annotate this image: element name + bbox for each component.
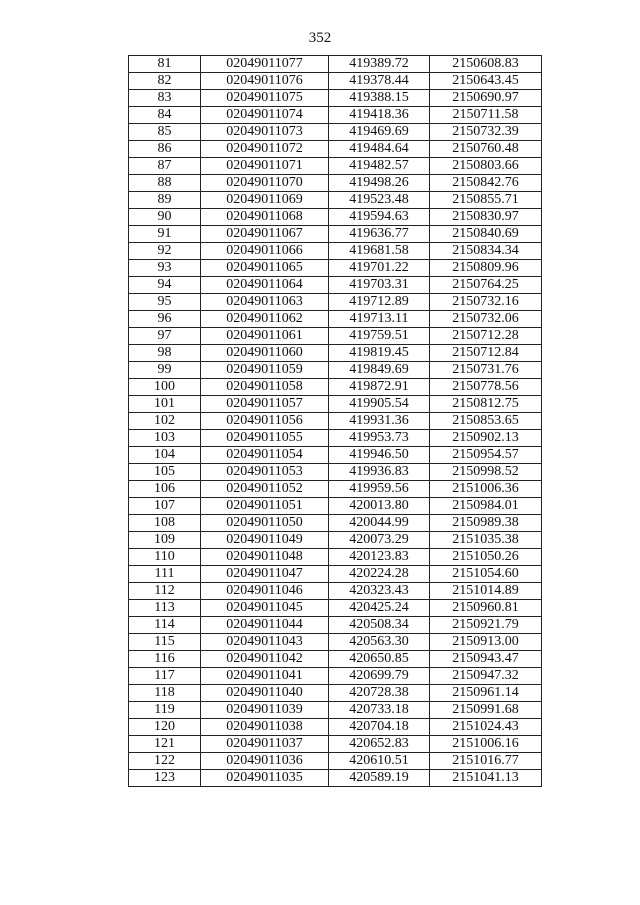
row-number-cell: 116 [129,651,201,668]
row-number-cell: 87 [129,158,201,175]
y-coordinate-cell: 2150853.65 [430,413,542,430]
x-coordinate-cell: 419931.36 [329,413,430,430]
row-number-cell: 100 [129,379,201,396]
x-coordinate-cell: 419484.64 [329,141,430,158]
x-coordinate-cell: 419418.36 [329,107,430,124]
table-row [129,549,542,566]
row-number-cell: 91 [129,226,201,243]
y-coordinate-cell: 2150834.34 [430,243,542,260]
table-row [129,192,542,209]
row-number-cell: 121 [129,736,201,753]
x-coordinate-cell: 420563.30 [329,634,430,651]
y-coordinate-cell: 2150732.16 [430,294,542,311]
x-coordinate-cell: 419388.15 [329,90,430,107]
point-id-cell: 02049011045 [201,600,329,617]
y-coordinate-cell: 2150840.69 [430,226,542,243]
row-number-cell: 99 [129,362,201,379]
point-id-cell: 02049011039 [201,702,329,719]
y-coordinate-cell: 2150711.58 [430,107,542,124]
y-coordinate-cell: 2150712.84 [430,345,542,362]
row-number-cell: 98 [129,345,201,362]
table-row [129,685,542,702]
point-id-cell: 02049011062 [201,311,329,328]
y-coordinate-cell: 2151035.38 [430,532,542,549]
y-coordinate-cell: 2150991.68 [430,702,542,719]
table-row [129,668,542,685]
row-number-cell: 102 [129,413,201,430]
x-coordinate-cell: 419681.58 [329,243,430,260]
y-coordinate-cell: 2150690.97 [430,90,542,107]
table-row [129,481,542,498]
table-row [129,583,542,600]
x-coordinate-cell: 420073.29 [329,532,430,549]
x-coordinate-cell: 419959.56 [329,481,430,498]
page-number: 352 [308,30,332,46]
x-coordinate-cell: 419482.57 [329,158,430,175]
row-number-cell: 105 [129,464,201,481]
y-coordinate-cell: 2151024.43 [430,719,542,736]
point-id-cell: 02049011037 [201,736,329,753]
x-coordinate-cell: 420733.18 [329,702,430,719]
y-coordinate-cell: 2151006.16 [430,736,542,753]
y-coordinate-cell: 2151006.36 [430,481,542,498]
point-id-cell: 02049011075 [201,90,329,107]
row-number-cell: 123 [129,770,201,787]
x-coordinate-cell: 419713.11 [329,311,430,328]
y-coordinate-cell: 2150643.45 [430,73,542,90]
x-coordinate-cell: 420013.80 [329,498,430,515]
point-id-cell: 02049011040 [201,685,329,702]
y-coordinate-cell: 2150731.76 [430,362,542,379]
table-row [129,770,542,787]
table-row [129,311,542,328]
x-coordinate-cell: 419819.45 [329,345,430,362]
row-number-cell: 119 [129,702,201,719]
row-number-cell: 86 [129,141,201,158]
row-number-cell: 88 [129,175,201,192]
x-coordinate-cell: 420323.43 [329,583,430,600]
table-row [129,328,542,345]
x-coordinate-cell: 419953.73 [329,430,430,447]
y-coordinate-cell: 2150998.52 [430,464,542,481]
y-coordinate-cell: 2150921.79 [430,617,542,634]
table-row [129,362,542,379]
row-number-cell: 114 [129,617,201,634]
y-coordinate-cell: 2150855.71 [430,192,542,209]
y-coordinate-cell: 2150712.28 [430,328,542,345]
table-row [129,209,542,226]
table-row [129,532,542,549]
table-row [129,447,542,464]
table-row [129,719,542,736]
table-row [129,396,542,413]
row-number-cell: 104 [129,447,201,464]
table-row [129,107,542,124]
row-number-cell: 108 [129,515,201,532]
y-coordinate-cell: 2151050.26 [430,549,542,566]
row-number-cell: 115 [129,634,201,651]
x-coordinate-cell: 419636.77 [329,226,430,243]
row-number-cell: 110 [129,549,201,566]
point-id-cell: 02049011049 [201,532,329,549]
row-number-cell: 90 [129,209,201,226]
y-coordinate-cell: 2150902.13 [430,430,542,447]
point-id-cell: 02049011076 [201,73,329,90]
row-number-cell: 111 [129,566,201,583]
table-row [129,294,542,311]
y-coordinate-cell: 2150809.96 [430,260,542,277]
point-id-cell: 02049011071 [201,158,329,175]
x-coordinate-cell: 419378.44 [329,73,430,90]
row-number-cell: 120 [129,719,201,736]
y-coordinate-cell: 2150764.25 [430,277,542,294]
table-body [129,56,542,787]
x-coordinate-cell: 420650.85 [329,651,430,668]
y-coordinate-cell: 2150913.00 [430,634,542,651]
x-coordinate-cell: 419469.69 [329,124,430,141]
table-row [129,498,542,515]
point-id-cell: 02049011054 [201,447,329,464]
x-coordinate-cell: 420123.83 [329,549,430,566]
x-coordinate-cell: 419872.91 [329,379,430,396]
row-number-cell: 85 [129,124,201,141]
x-coordinate-cell: 420044.99 [329,515,430,532]
point-id-cell: 02049011067 [201,226,329,243]
row-number-cell: 89 [129,192,201,209]
x-coordinate-cell: 420699.79 [329,668,430,685]
point-id-cell: 02049011050 [201,515,329,532]
point-id-cell: 02049011058 [201,379,329,396]
y-coordinate-cell: 2150608.83 [430,56,542,73]
x-coordinate-cell: 419703.31 [329,277,430,294]
x-coordinate-cell: 420508.34 [329,617,430,634]
y-coordinate-cell: 2150984.01 [430,498,542,515]
table-row [129,736,542,753]
point-id-cell: 02049011041 [201,668,329,685]
x-coordinate-cell: 419849.69 [329,362,430,379]
x-coordinate-cell: 419946.50 [329,447,430,464]
y-coordinate-cell: 2150812.75 [430,396,542,413]
row-number-cell: 113 [129,600,201,617]
y-coordinate-cell: 2150842.76 [430,175,542,192]
row-number-cell: 97 [129,328,201,345]
y-coordinate-cell: 2150954.57 [430,447,542,464]
table-row [129,73,542,90]
row-number-cell: 117 [129,668,201,685]
table-row [129,753,542,770]
x-coordinate-cell: 420589.19 [329,770,430,787]
table-row [129,430,542,447]
table-row [129,226,542,243]
row-number-cell: 107 [129,498,201,515]
point-id-cell: 02049011069 [201,192,329,209]
point-id-cell: 02049011048 [201,549,329,566]
point-id-cell: 02049011068 [201,209,329,226]
x-coordinate-cell: 419498.26 [329,175,430,192]
point-id-cell: 02049011038 [201,719,329,736]
row-number-cell: 81 [129,56,201,73]
table-row [129,413,542,430]
table-row [129,90,542,107]
point-id-cell: 02049011073 [201,124,329,141]
point-id-cell: 02049011063 [201,294,329,311]
row-number-cell: 103 [129,430,201,447]
y-coordinate-cell: 2150803.66 [430,158,542,175]
x-coordinate-cell: 420224.28 [329,566,430,583]
table-row [129,260,542,277]
row-number-cell: 118 [129,685,201,702]
y-coordinate-cell: 2151054.60 [430,566,542,583]
x-coordinate-cell: 420652.83 [329,736,430,753]
point-id-cell: 02049011061 [201,328,329,345]
table-row [129,124,542,141]
point-id-cell: 02049011055 [201,430,329,447]
point-id-cell: 02049011056 [201,413,329,430]
y-coordinate-cell: 2150989.38 [430,515,542,532]
x-coordinate-cell: 419701.22 [329,260,430,277]
table-row [129,345,542,362]
x-coordinate-cell: 419759.51 [329,328,430,345]
x-coordinate-cell: 420610.51 [329,753,430,770]
y-coordinate-cell: 2150961.14 [430,685,542,702]
table-row [129,158,542,175]
row-number-cell: 112 [129,583,201,600]
point-id-cell: 02049011065 [201,260,329,277]
coordinates-table [128,55,542,787]
row-number-cell: 93 [129,260,201,277]
y-coordinate-cell: 2150943.47 [430,651,542,668]
point-id-cell: 02049011060 [201,345,329,362]
x-coordinate-cell: 419523.48 [329,192,430,209]
y-coordinate-cell: 2150778.56 [430,379,542,396]
x-coordinate-cell: 420704.18 [329,719,430,736]
table-row [129,379,542,396]
point-id-cell: 02049011057 [201,396,329,413]
point-id-cell: 02049011074 [201,107,329,124]
point-id-cell: 02049011047 [201,566,329,583]
y-coordinate-cell: 2151014.89 [430,583,542,600]
y-coordinate-cell: 2150947.32 [430,668,542,685]
point-id-cell: 02049011064 [201,277,329,294]
point-id-cell: 02049011044 [201,617,329,634]
x-coordinate-cell: 419936.83 [329,464,430,481]
table-row [129,243,542,260]
row-number-cell: 101 [129,396,201,413]
y-coordinate-cell: 2151016.77 [430,753,542,770]
table-row [129,56,542,73]
table-row [129,600,542,617]
row-number-cell: 122 [129,753,201,770]
x-coordinate-cell: 419594.63 [329,209,430,226]
point-id-cell: 02049011051 [201,498,329,515]
x-coordinate-cell: 419389.72 [329,56,430,73]
row-number-cell: 92 [129,243,201,260]
point-id-cell: 02049011046 [201,583,329,600]
row-number-cell: 83 [129,90,201,107]
point-id-cell: 02049011052 [201,481,329,498]
point-id-cell: 02049011053 [201,464,329,481]
point-id-cell: 02049011070 [201,175,329,192]
point-id-cell: 02049011066 [201,243,329,260]
point-id-cell: 02049011059 [201,362,329,379]
point-id-cell: 02049011036 [201,753,329,770]
row-number-cell: 109 [129,532,201,549]
table-row [129,277,542,294]
y-coordinate-cell: 2150760.48 [430,141,542,158]
row-number-cell: 94 [129,277,201,294]
table-row [129,464,542,481]
y-coordinate-cell: 2150830.97 [430,209,542,226]
y-coordinate-cell: 2150960.81 [430,600,542,617]
point-id-cell: 02049011072 [201,141,329,158]
y-coordinate-cell: 2151041.13 [430,770,542,787]
table-row [129,141,542,158]
row-number-cell: 82 [129,73,201,90]
point-id-cell: 02049011042 [201,651,329,668]
table-row [129,617,542,634]
y-coordinate-cell: 2150732.39 [430,124,542,141]
x-coordinate-cell: 419712.89 [329,294,430,311]
x-coordinate-cell: 419905.54 [329,396,430,413]
row-number-cell: 84 [129,107,201,124]
table-row [129,702,542,719]
table-row [129,651,542,668]
x-coordinate-cell: 420728.38 [329,685,430,702]
row-number-cell: 95 [129,294,201,311]
row-number-cell: 96 [129,311,201,328]
table-row [129,566,542,583]
table-row [129,515,542,532]
row-number-cell: 106 [129,481,201,498]
point-id-cell: 02049011043 [201,634,329,651]
x-coordinate-cell: 420425.24 [329,600,430,617]
point-id-cell: 02049011077 [201,56,329,73]
y-coordinate-cell: 2150732.06 [430,311,542,328]
point-id-cell: 02049011035 [201,770,329,787]
table-row [129,175,542,192]
table-row [129,634,542,651]
